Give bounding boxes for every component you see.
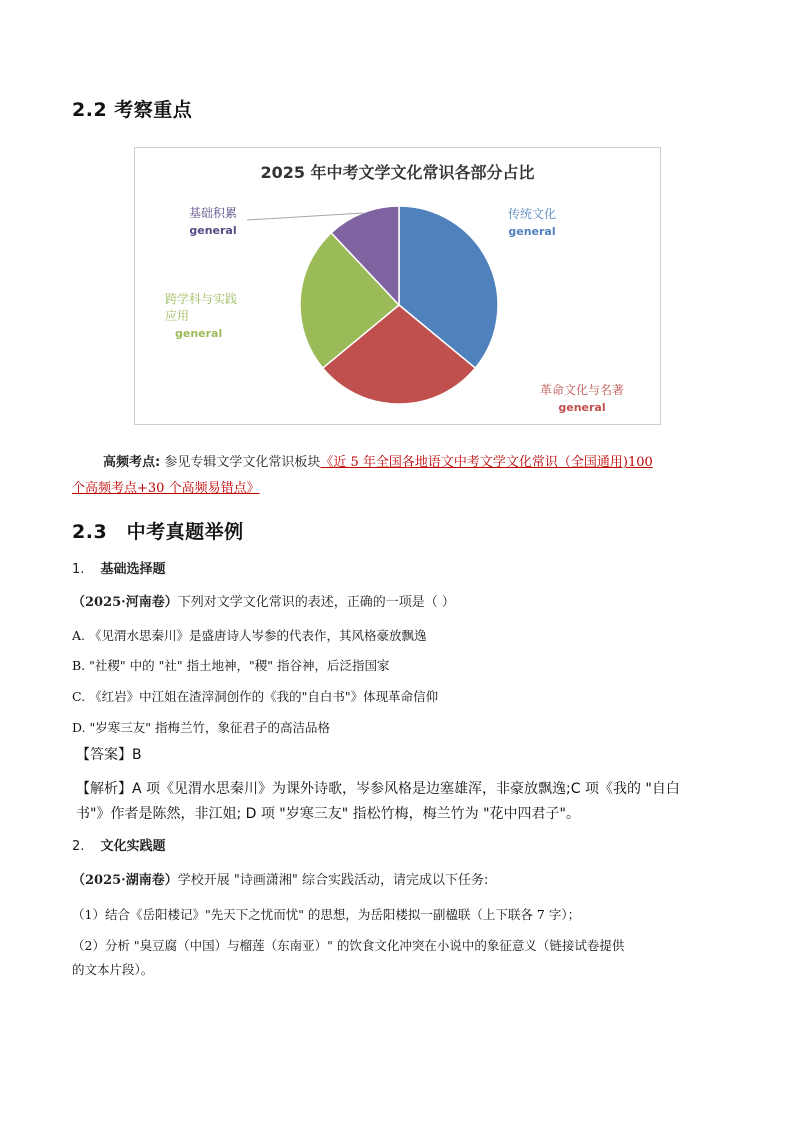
q2-stem-line [72,869,488,888]
high-freq-link[interactable]: 《近 5 年全国各地语文中考文学文化常识（全国通用)100 [320,455,653,470]
q1-answer: 【答案】B [76,747,142,763]
high-freq-label: 高频考点: [103,455,161,470]
q1-stem-line [72,591,455,610]
q2-source: （2025·湖南卷） [72,873,178,888]
slice-label-traditional-name: 传统文化 [508,207,557,221]
q1-heading [72,558,166,577]
slice-label-traditional [508,206,556,240]
slice-label-revolution [540,382,624,416]
q1-option-c: C. 《红岩》中江姐在渣滓洞创作的《我的"自白书"》体现革命信仰 [72,689,439,704]
slice-label-interdisciplinary-name: 跨学科与实践应用 [165,292,238,323]
q2-type: 文化实践题 [100,839,166,854]
q1-analysis-line1 [76,778,680,798]
slice-label-basic-name: 基础积累 [189,206,238,220]
q2-heading [72,835,166,854]
q2-task2-line2: 的文本片段）。 [72,962,154,977]
q2-task2-line1: （2）分析 "臭豆腐（中国）与榴莲（东南亚）" 的饮食文化冲突在小说中的象征意义（链接试卷提供 [72,938,625,953]
q1-option-b: B. "社稷" 中的 "社" 指土地神，"稷" 指谷神，后泛指国家 [72,658,390,673]
q1-stem: 下列对文学文化常识的表述，正确的一项是（ ） [177,595,455,610]
q1-type: 基础选择题 [100,562,166,577]
q1-analysis-label: 【解析】 [76,781,132,797]
q1-source: （2025·河南卷） [72,595,178,610]
chart-title: 2025 年中考文学文化常识各部分占比 [260,163,535,182]
q1-option-a: A. 《见渭水思秦川》是盛唐诗人岑参的代表作，其风格豪放飘逸 [72,628,427,643]
leader-line-basic [247,213,363,220]
slice-label-interdisciplinary-value: general [175,327,223,340]
slice-label-basic-value: general [189,224,237,237]
q2-task1: （1）结合《岳阳楼记》"先天下之忧而忧" 的思想，为岳阳楼拟一副楹联（上下联各 7 字）； [72,907,581,922]
slice-label-basic [189,205,237,239]
slice-label-traditional-value: general [508,225,556,238]
q1-option-d: D. "岁寒三友" 指梅兰竹，象征君子的高洁品格 [72,720,330,735]
high-freq-line1 [103,451,653,470]
q2-stem: 学校开展 "诗画潇湘" 综合实践活动，请完成以下任务: [177,873,489,888]
pie-chart [134,147,661,425]
section-heading-2-2: 2.2 考察重点 [72,99,193,121]
q2-number: 2. [72,839,85,854]
section-heading-2-3: 2.3 中考真题举例 [72,521,244,543]
q1-analysis-line2: 书"》作者是陈然，非江姐; D 项 "岁寒三友" 指松竹梅，梅兰竹为 "花中四君子"。 [76,806,580,822]
slice-label-interdisciplinary [165,291,243,342]
high-freq-intro: 参见专辑文学文化常识板块 [164,455,321,470]
q1-analysis-text1: A 项《见渭水思秦川》为课外诗歌，岑参风格是边塞雄浑，非豪放飘逸;C 项《我的 "自白 [132,781,680,797]
high-freq-link-cont[interactable]: 个高频考点+30 个高频易错点》 [72,481,260,496]
slice-label-revolution-value: general [558,401,606,414]
q1-number: 1. [72,562,85,577]
slice-label-revolution-name: 革命文化与名著 [540,383,625,397]
